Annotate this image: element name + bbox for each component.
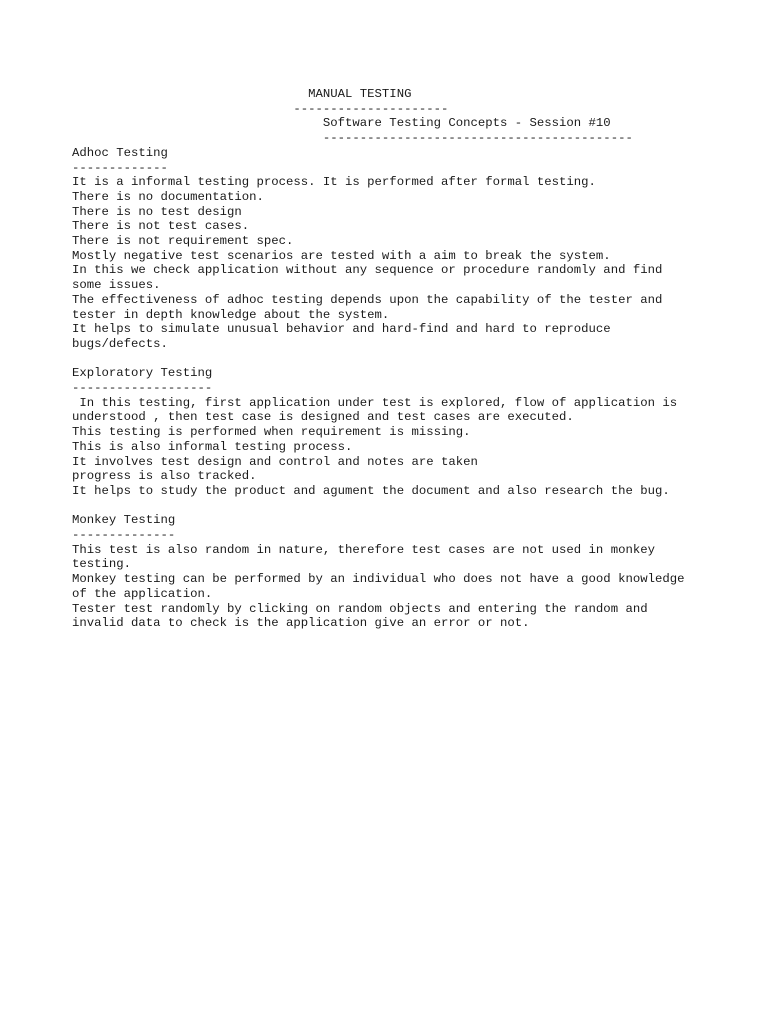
text-line: It involves test design and control and notes are taken <box>72 454 478 469</box>
text-line: Mostly negative test scenarios are tested with a aim to break the system. <box>72 248 611 263</box>
text-line: Tester test randomly by clicking on random objects and entering the random and <box>72 601 648 616</box>
text-line: This testing is performed when requirement is missing. <box>72 425 471 440</box>
text-line: The effectiveness of adhoc testing depends upon the capability of the tester and <box>72 292 663 307</box>
text-line: testing. <box>72 557 132 572</box>
section-rule-monkey: -------------- <box>72 528 176 543</box>
text-line: There is no test design <box>72 204 242 219</box>
document-body <box>72 87 732 631</box>
text-line: progress is also tracked. <box>72 469 257 484</box>
text-line: bugs/defects. <box>72 336 168 351</box>
text-line: Monkey testing can be performed by an individual who does not have a good knowledge <box>72 572 685 587</box>
section-rule-exploratory: ------------------- <box>72 381 213 396</box>
document-subtitle-rule: ------------------------------------------ <box>72 131 633 146</box>
text-line: It helps to study the product and agument the document and also research the bug. <box>72 483 670 498</box>
document-subtitle: Software Testing Concepts - Session #10 <box>72 116 611 131</box>
text-line: understood , then test case is designed and test cases are executed. <box>72 410 574 425</box>
text-line: This is also informal testing process. <box>72 439 353 454</box>
text-line: some issues. <box>72 278 161 293</box>
text-line: In this we check application without any sequence or procedure randomly and find <box>72 263 663 278</box>
blank-line <box>72 499 732 514</box>
text-line: There is not requirement spec. <box>72 234 294 249</box>
section-heading-exploratory: Exploratory Testing <box>72 366 213 381</box>
document-title: MANUAL TESTING <box>72 87 412 101</box>
text-line: In this testing, first application under test is explored, flow of application is <box>72 395 678 410</box>
text-line: This test is also random in nature, therefore test cases are not used in monkey <box>72 542 655 557</box>
text-line: There is not test cases. <box>72 219 250 234</box>
section-heading-adhoc: Adhoc Testing <box>72 145 168 160</box>
text-line: of the application. <box>72 586 213 601</box>
text-line: It helps to simulate unusual behavior and hard-find and hard to reproduce <box>72 322 611 337</box>
section-rule-adhoc: ------------- <box>72 160 168 175</box>
text-line: invalid data to check is the application give an error or not. <box>72 616 530 631</box>
text-line: tester in depth knowledge about the system. <box>72 307 390 322</box>
section-heading-monkey: Monkey Testing <box>72 513 176 528</box>
text-line: There is no documentation. <box>72 189 264 204</box>
text-line: It is a informal testing process. It is performed after formal testing. <box>72 175 596 190</box>
document-title-rule: --------------------- <box>72 101 449 116</box>
blank-line <box>72 352 732 367</box>
